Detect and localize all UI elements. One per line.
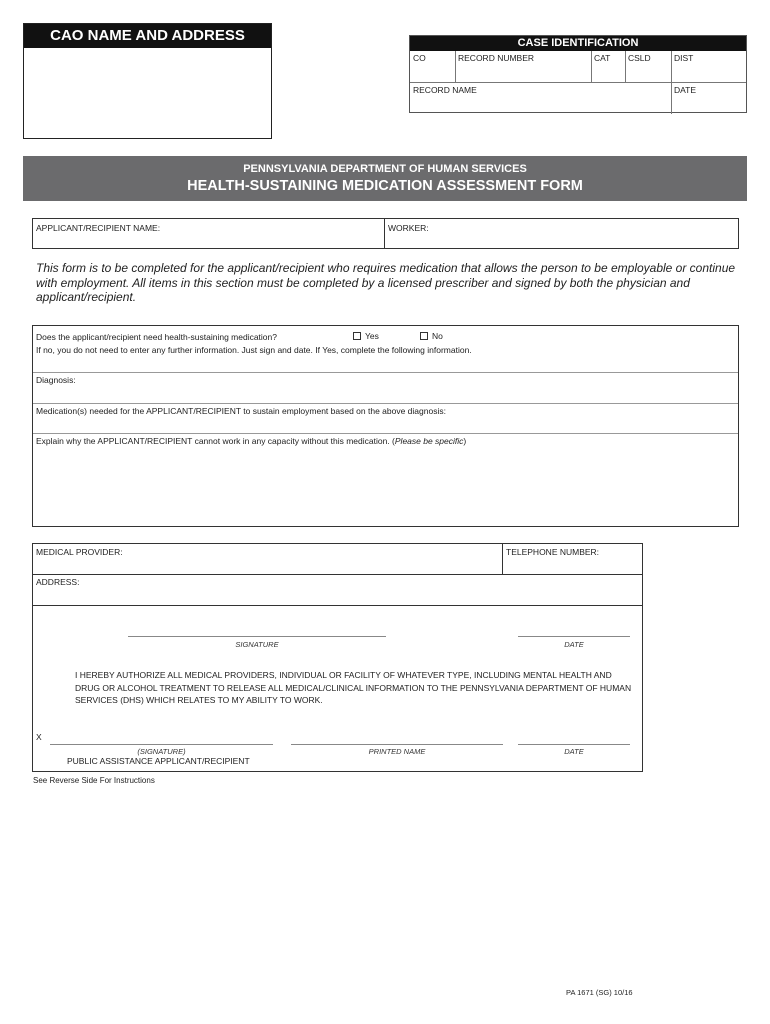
provider-signature-line[interactable] [128, 636, 386, 637]
provider-date-caption: DATE [564, 640, 584, 649]
no-label: No [432, 331, 443, 341]
printed-name-line[interactable] [291, 744, 503, 745]
reverse-side-note: See Reverse Side For Instructions [33, 776, 155, 785]
recipient-signature-caption: (SIGNATURE) [137, 747, 186, 756]
diagnosis-field[interactable]: Diagnosis: [36, 375, 76, 385]
case-identification-title: CASE IDENTIFICATION [410, 36, 746, 51]
explain-field[interactable] [36, 436, 466, 446]
cat-field[interactable]: CAT [594, 53, 611, 63]
provider-date-line[interactable] [518, 636, 630, 637]
yes-option[interactable] [353, 331, 379, 341]
medication-note: If no, you do not need to enter any further information. Just sign and date. If Yes, complete the following information. [36, 345, 472, 355]
medical-provider-field[interactable]: MEDICAL PROVIDER: [36, 547, 123, 557]
recipient-date-line[interactable] [518, 744, 630, 745]
applicant-worker-box [32, 218, 739, 249]
csld-field[interactable]: CSLD [628, 53, 651, 63]
x-mark: X [36, 732, 42, 742]
intro-text: This form is to be completed for the applicant/recipient who requires medication that allows the person to be employable or continue with employment. All items in this section must be completed by a licensed prescriber and signed by both the physician and applicant/recipient. [36, 261, 736, 304]
record-name-field[interactable]: RECORD NAME [413, 85, 477, 95]
medical-assessment-section [32, 325, 739, 527]
dist-field[interactable]: DIST [674, 53, 694, 63]
no-option[interactable] [420, 331, 443, 341]
recipient-signature-line[interactable] [50, 744, 273, 745]
no-checkbox[interactable] [420, 332, 428, 340]
explain-emphasis: Please be specific [394, 436, 464, 446]
provider-section [32, 543, 643, 772]
explain-prefix: Explain why the APPLICANT/RECIPIENT cannot work in any capacity without this medication. ( [36, 436, 395, 446]
recipient-date-caption: DATE [564, 747, 584, 756]
authorization-text: I HEREBY AUTHORIZE ALL MEDICAL PROVIDERS, INDIVIDUAL OR FACILITY OF WHATEVER TYPE, INCLUDING MENTAL HEALTH AND DRUG OR ALCOHOL TREATMENT TO RELEASE ALL MEDICAL/CLINICAL INFORMATION TO THE PENNSYLVANIA DEPARTMENT OF HUMAN SERVICES (DHS) WHICH RELATES TO MY ABILITY TO WORK. [75, 670, 632, 705]
form-title: HEALTH-SUSTAINING MEDICATION ASSESSMENT FORM [187, 178, 583, 194]
form-id: PA 1671 (SG) 10/16 [566, 988, 633, 997]
co-field[interactable]: CO [413, 53, 426, 63]
worker-field[interactable]: WORKER: [388, 223, 429, 233]
applicant-name-field[interactable]: APPLICANT/RECIPIENT NAME: [36, 223, 161, 233]
telephone-field[interactable]: TELEPHONE NUMBER: [506, 547, 600, 557]
cao-name-address-box[interactable] [23, 23, 272, 139]
explain-suffix: ) [463, 436, 467, 446]
provider-signature-caption: SIGNATURE [235, 640, 279, 649]
case-identification-box [409, 35, 747, 113]
record-number-field[interactable]: RECORD NUMBER [458, 53, 535, 63]
case-date-field[interactable]: DATE [674, 85, 697, 95]
recipient-label: PUBLIC ASSISTANCE APPLICANT/RECIPIENT [67, 756, 250, 766]
department-name: PENNSYLVANIA DEPARTMENT OF HUMAN SERVICES [243, 163, 527, 175]
form-banner [23, 156, 747, 201]
address-field[interactable]: ADDRESS: [36, 577, 80, 587]
yes-label: Yes [365, 331, 379, 341]
medication-question: Does the applicant/recipient need health-sustaining medication? [36, 332, 277, 342]
printed-name-caption: PRINTED NAME [368, 747, 426, 756]
cao-title: CAO NAME AND ADDRESS [24, 24, 271, 48]
medications-field[interactable]: Medication(s) needed for the APPLICANT/RECIPIENT to sustain employment based on the above diagnosis: [36, 406, 446, 416]
yes-checkbox[interactable] [353, 332, 361, 340]
